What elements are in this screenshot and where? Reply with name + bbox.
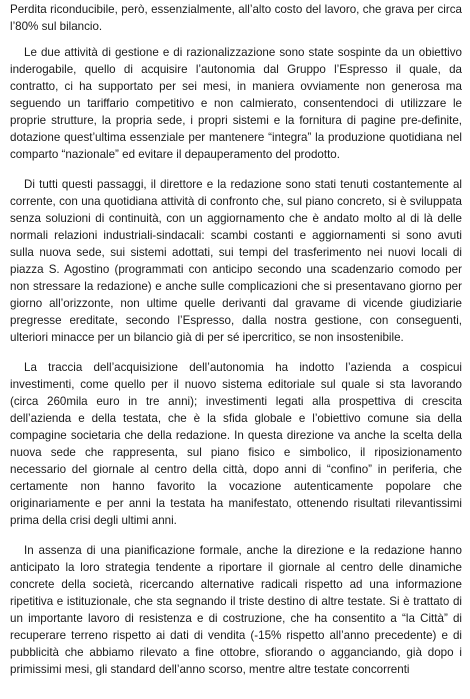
- paragraph-2: Le due attività di gestione e di razionalizzazione sono state sospinte da un obiettivo inderogabile, quello di acquisire l’autonomia dal Gruppo l’Espresso il quale, da contratto, ci ha supportato per sei mesi, in maniera ovviamente non generosa ma seguendo un tariffario competitivo e non calmierato, consentendoci di utilizzare le proprie strutture, la propria sede, i propri sistemi e la fornitura di pagine pre-definite, dotazione quest’ultima essenziale per mantenere “integra” la produzione quotidiana nel comparto “nazionale” ed evitare il depauperamento del prodotto.: [10, 46, 462, 161]
- paragraph-5: In assenza di una pianificazione formale, anche la direzione e la redazione hanno anticipato la loro strategia tendente a riportare il giornale al centro delle dinamiche concrete della società, ricercando alternative radicali rispetto ad una informazione ripetitiva e istituzionale, che sta segnando il triste destino di altre testate. Si è trattato di un importante lavoro di resistenza e di costruzione, che ha consentito a “la Città” di recuperare terreno rispetto ai dati di vendita (-15% rispetto all’anno precedente) e di pubblicità che abbiamo rilevato a fine ottobre, sfiorando o agganciando, già dopo i primissimi mesi, gli standard dell’anno scorso, mentre altre testate concorrenti: [10, 544, 462, 676]
- paragraph-3: Di tutti questi passaggi, il direttore e la redazione sono stati tenuti costantemente al corrente, con una quotidiana attività di confronto che, sul piano concreto, si è sviluppata senza soluzioni di continuità, con un aggiornamento che è andato molto al di là delle normali relazioni industriali-sindacali: scambi costanti e aggiornamenti si sono avuti sulla nuova sede, sui sistemi adottati, sui tempi del trasferimento nei nuovi locali di piazza S. Agostino (programmati con anticipo secondo una scadenzario comodo per non stressare la redazione) e anche sulle complicazioni che si presentavano giorno per giorno all’orizzonte, non ultime quelle derivanti dal gravame di vicende giudiziarie pregresse ereditate, secondo l’Espresso, dalla nostra gestione, con conseguenti, ulteriori minacce per un bilancio già di per sé ipercritico, se non insostenibile.: [10, 178, 462, 344]
- paragraph-4: La traccia dell’acquisizione dell’autonomia ha indotto l’azienda a cospicui investimenti, come quello per il nuovo sistema editoriale sul quale si sta lavorando (circa 260mila euro in tre anni); investimenti legati alla prospettiva di crescita dell’azienda e della testata, che è la sfida globale e l’obiettivo comune sia della compagine societaria che della redazione. In questa direzione va anche la scelta della nuova sede che rappresenta, sul piano fisico e simbolico, il riposizionamento necessario del giornale al centro della città, dopo anni di “confino” in periferia, che certamente non hanno favorito la vocazione autenticamente popolare che originariamente e per anni la testata ha manifestato, ottenendo risultati rilevantissimi prima della crisi degli ultimi anni.: [10, 361, 462, 527]
- paragraph-1: Perdita riconducibile, però, essenzialmente, all’alto costo del lavoro, che grava per circa l’80% sul bilancio.: [10, 3, 462, 33]
